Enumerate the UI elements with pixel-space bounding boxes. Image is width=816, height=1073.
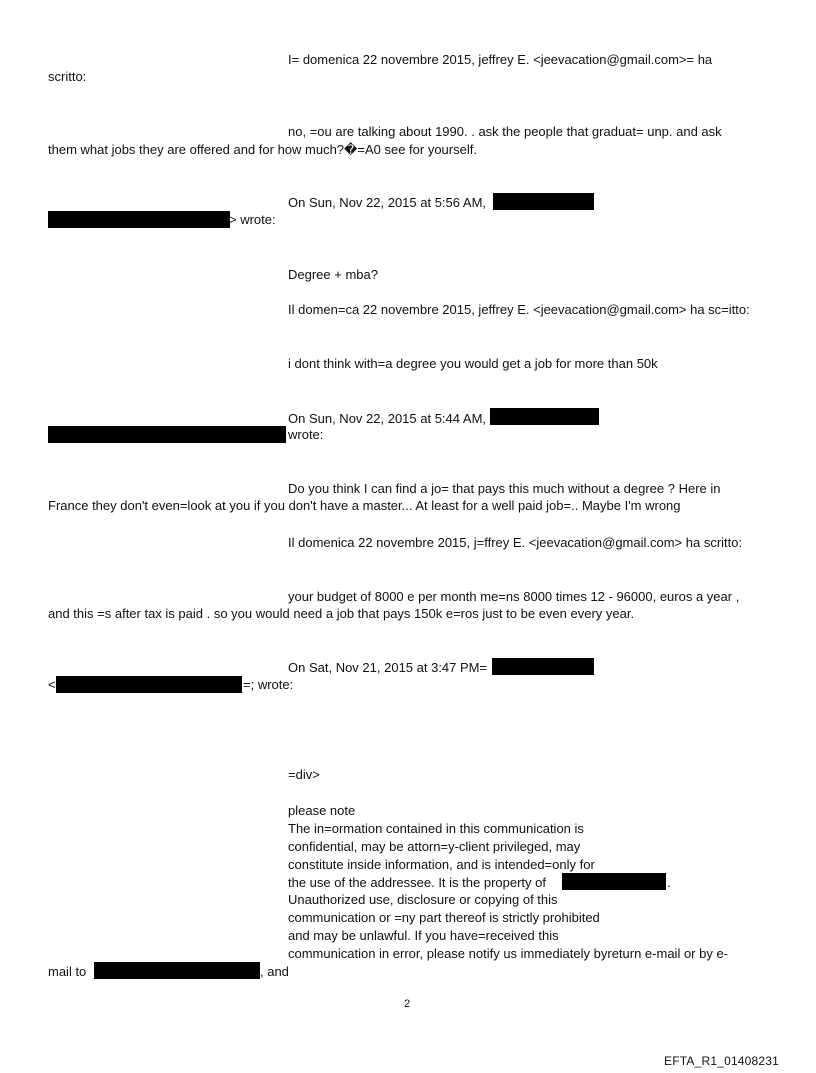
page-number: 2: [404, 998, 411, 1010]
redaction-box: [562, 873, 666, 890]
disclaimer-line: The in=ormation contained in this communication is: [288, 821, 584, 836]
redaction-box: [490, 408, 599, 425]
quoted-header-line: On Sun, Nov 22, 2015 at 5:44 AM,: [288, 411, 487, 426]
disclaimer-line: , and: [260, 964, 289, 979]
quoted-header-line: scritto:: [48, 69, 87, 84]
message-line: no, =ou are talking about 1990. . ask the people that graduat= unp. and ask: [288, 124, 722, 139]
quoted-header-line: On Sun, Nov 22, 2015 at 5:56 AM,: [288, 195, 487, 210]
message-line: Degree + mba?: [288, 267, 378, 282]
message-line: France they don't even=look at you if you don't have a master... At least for a well paid job=.. Maybe I'm wrong: [48, 498, 681, 513]
disclaimer-line: mail to: [48, 964, 87, 979]
disclaimer-line: constitute inside information, and is intended=only for: [288, 857, 595, 872]
redaction-box: [493, 193, 594, 210]
quoted-header-line: On Sat, Nov 21, 2015 at 3:47 PM=: [288, 660, 488, 675]
disclaimer-line: communication in error, please notify us immediately byreturn e-mail or by e-: [288, 946, 729, 961]
message-line: Do you think I can find a jo= that pays this much without a degree ? Here in: [288, 481, 721, 496]
message-line: =div>: [288, 767, 320, 782]
quoted-header-line: > wrote:: [229, 212, 276, 227]
quoted-header-line: Il domenica 22 novembre 2015, j=ffrey E. <jeevacation@gmail.com> ha scritto:: [288, 535, 743, 550]
disclaimer-line: and may be unlawful. If you have=received this: [288, 928, 559, 943]
quoted-header-line: wrote:: [288, 427, 324, 442]
message-line: your budget of 8000 e per month me=ns 8000 times 12 - 96000, euros a year ,: [288, 589, 740, 604]
redaction-box: [48, 211, 230, 228]
message-line: i dont think with=a degree you would get a job for more than 50k: [288, 356, 658, 371]
quoted-header-line: =; wrote:: [243, 677, 294, 692]
quoted-header-line: I= domenica 22 novembre 2015, jeffrey E. <jeevacation@gmail.com>= ha: [288, 52, 713, 67]
disclaimer-line: communication or =ny part thereof is strictly prohibited: [288, 910, 600, 925]
redaction-box: [48, 426, 286, 443]
redaction-box: [56, 676, 242, 693]
quoted-header-line: Il domen=ca 22 novembre 2015, jeffrey E. <jeevacation@gmail.com> ha sc=itto:: [288, 302, 750, 317]
disclaimer-line: Unauthorized use, disclosure or copying of this: [288, 892, 558, 907]
disclaimer-line: .: [667, 875, 671, 890]
redaction-box: [94, 962, 260, 979]
message-line: and this =s after tax is paid . so you would need a job that pays 150k e=ros just to be even every year.: [48, 606, 635, 621]
message-line: them what jobs they are offered and for how much?�=A0 see for yourself.: [48, 142, 477, 157]
disclaimer-line: the use of the addressee. It is the property of: [288, 875, 546, 890]
redaction-box: [492, 658, 594, 675]
document-reference: EFTA_R1_01408231: [664, 1054, 780, 1068]
quoted-header-line: <: [48, 677, 56, 692]
disclaimer-line: confidential, may be attorn=y-client privileged, may: [288, 839, 581, 854]
disclaimer-line: please note: [288, 803, 356, 818]
